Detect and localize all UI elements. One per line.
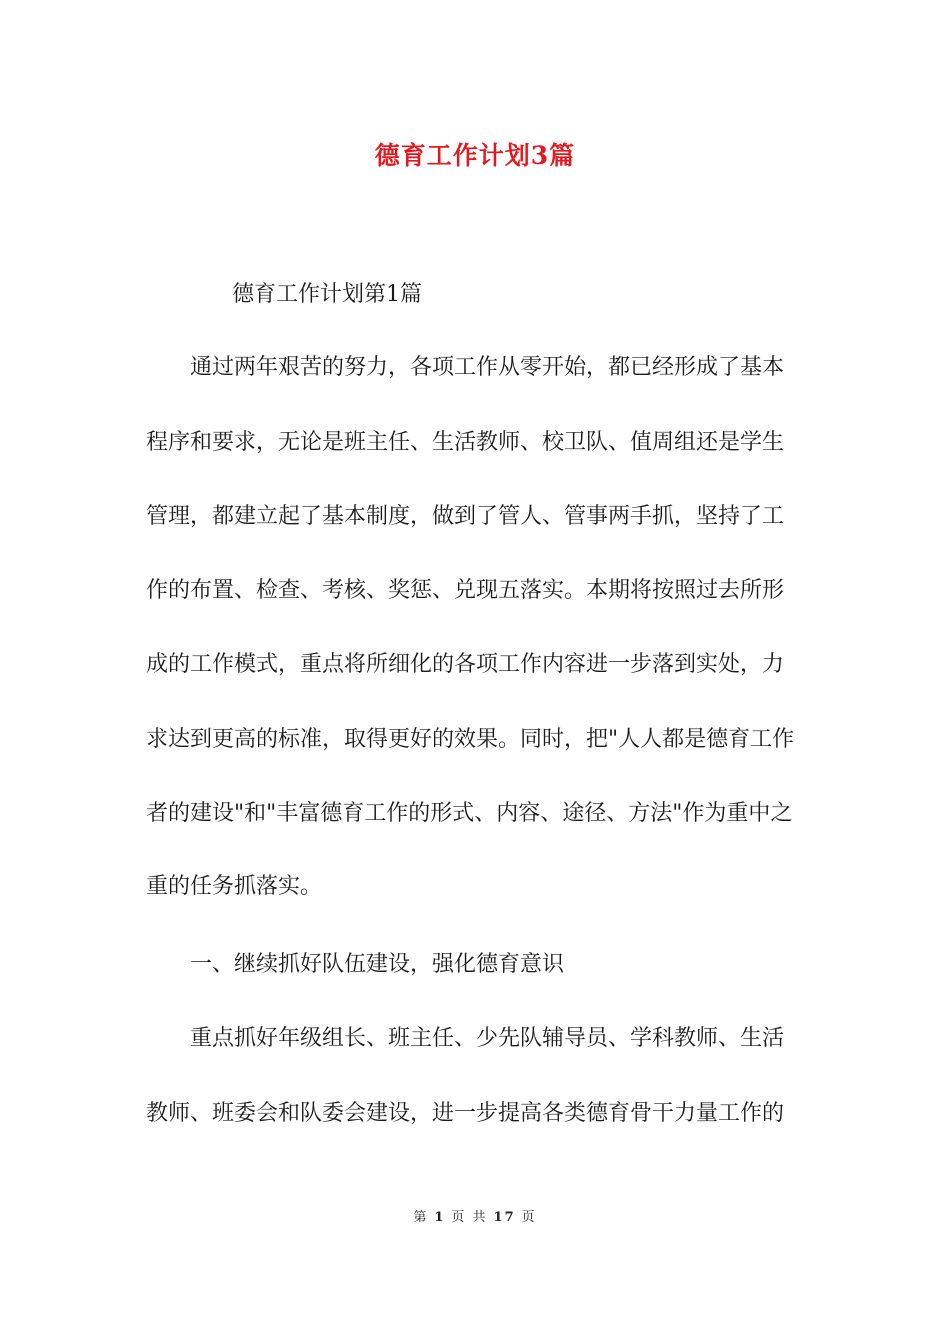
footer-total-pages: 17 — [493, 1210, 516, 1225]
paragraph-line: 管理，都建立起了基本制度，做到了管人、管事两手抓，坚持了工 — [146, 504, 785, 529]
footer-middle: 页 共 — [451, 1210, 488, 1225]
paragraph-line: 程序和要求，无论是班主任、生活教师、校卫队、值周组还是学生 — [146, 430, 785, 455]
footer-suffix: 页 — [521, 1210, 537, 1225]
subsection-heading: 一、继续抓好队伍建设，强化德育意识 — [190, 952, 565, 977]
section-heading: 德育工作计划第1篇 — [232, 282, 422, 307]
footer-page-number: 1 — [434, 1210, 446, 1225]
paragraph-line: 重的任务抓落实。 — [146, 874, 323, 899]
paragraph-line: 重点抓好年级组长、班主任、少先队辅导员、学科教师、生活 — [190, 1026, 785, 1051]
paragraph-line: 通过两年艰苦的努力，各项工作从零开始，都已经形成了基本 — [190, 355, 785, 380]
paragraph-line: 教师、班委会和队委会建设，进一步提高各类德育骨干力量工作的 — [146, 1101, 785, 1126]
page-footer — [0, 1206, 950, 1225]
paragraph-line: 者的建设"和"丰富德育工作的形式、内容、途径、方法"作为重中之 — [146, 801, 793, 826]
paragraph-line: 求达到更高的标准，取得更好的效果。同时，把"人人都是德育工作 — [146, 727, 795, 752]
footer-prefix: 第 — [413, 1210, 429, 1225]
paragraph-line: 作的布置、检查、考核、奖惩、兑现五落实。本期将按照过去所形 — [146, 578, 785, 603]
paragraph-line: 成的工作模式，重点将所细化的各项工作内容进一步落到实处，力 — [146, 652, 785, 677]
document-title: 德育工作计划3篇 — [374, 141, 576, 170]
